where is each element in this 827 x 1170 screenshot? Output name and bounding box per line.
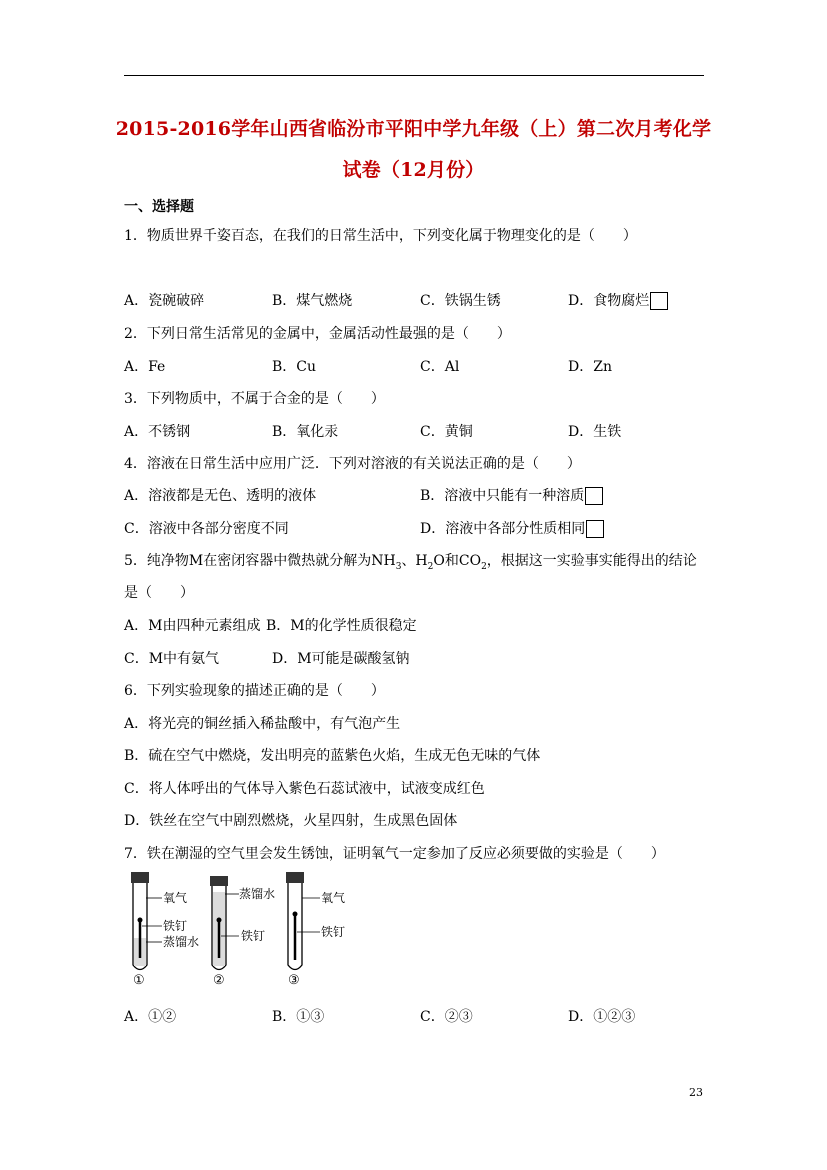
q4-option-b-text: B．溶液中只能有一种溶质 [420,488,585,504]
q4-option-b [420,487,603,505]
q7-stem: 7．铁在潮湿的空气里会发生锈蚀，证明氧气一定参加了反应必须要做的实验是（ ） [124,846,665,862]
tube-number-1: ① [133,973,145,988]
q2-option-c: C．Al [420,359,460,375]
tube-number-2: ② [213,973,225,988]
checkbox-icon [650,292,668,310]
q2-stem: 2．下列日常生活常见的金属中，金属活动性最强的是（ ） [124,326,511,342]
q5-stem: 5．纯净物M在密闭容器中微热就分解为$NH_3$、$H_2O$和$CO_2$，根据这一实验事实能得出的结论 [124,553,697,572]
q7-option-a: A．①② [124,1009,177,1025]
checkbox-icon [586,520,604,538]
checkbox-icon [585,487,603,505]
page-number: 23 [689,1086,703,1099]
stopper-icon [286,872,304,883]
q7-option-b: B．①③ [272,1009,325,1025]
q3-option-c: C．黄铜 [420,424,473,440]
q7-option-d: D．①②③ [568,1009,636,1025]
q4-stem: 4．溶液在日常生活中应用广泛．下列对溶液的有关说法正确的是（ ） [124,456,581,472]
q1-option-d [568,292,668,310]
q1-option-c: C．铁锅生锈 [420,293,501,309]
q2-option-d: D．Zn [568,359,612,375]
q5-option-c: C．M中有氨气 [124,651,220,667]
label-oxygen-3: 氧气 [321,891,346,905]
q1-option-b: B．煤气燃烧 [272,293,353,309]
section-heading: 一、选择题 [124,199,194,215]
header-rule [124,75,704,76]
label-nail-2: 铁钉 [241,929,266,943]
q3-option-a: A．不锈钢 [124,424,191,440]
q7-option-c: C．②③ [420,1009,473,1025]
q4-option-c: C．溶液中各部分密度不同 [124,521,289,537]
q5-option-a: A．M由四种元素组成 [124,618,261,634]
q5-stem-cont: 是（ ） [124,585,194,601]
test-tube-figure [124,870,350,988]
q2-option-b: B．Cu [272,359,317,375]
q4-option-a: A．溶液都是无色、透明的液体 [124,488,317,504]
q3-option-b: B．氧化汞 [272,424,339,440]
q5-option-b: B．M的化学性质很稳定 [266,618,417,634]
stopper-icon [210,876,228,886]
tube-number-3: ③ [288,973,300,988]
label-nail-3: 铁钉 [321,925,346,939]
label-nail-1: 铁钉 [163,919,188,933]
q3-option-d: D．生铁 [568,424,622,440]
q6-option-a: A．将光亮的铜丝插入稀盐酸中，有气泡产生 [124,716,401,732]
q2-option-a: A．Fe [124,359,166,375]
label-water-2: 蒸馏水 [239,887,276,901]
exam-title-line2: 试卷（12月份） [342,159,485,181]
label-oxygen-1: 氧气 [163,891,188,905]
q1-stem: 1．物质世界千姿百态，在我们的日常生活中，下列变化属于物理变化的是（ ） [124,228,637,244]
q6-option-d: D．铁丝在空气中剧烈燃烧，火星四射，生成黑色固体 [124,813,458,829]
stopper-icon [131,872,149,883]
label-water-1: 蒸馏水 [163,935,200,949]
q1-option-d-text: D．食物腐烂 [568,293,650,309]
q6-stem: 6．下列实验现象的描述正确的是（ ） [124,683,385,699]
exam-title-line1: 2015-2016学年山西省临汾市平阳中学九年级（上）第二次月考化学 [115,118,712,140]
q6-option-c: C．将人体呼出的气体导入紫色石蕊试液中，试液变成红色 [124,781,485,797]
q1-option-a: A．瓷碗破碎 [124,293,205,309]
q6-option-b: B．硫在空气中燃烧，发出明亮的蓝紫色火焰，生成无色无味的气体 [124,748,541,764]
q5-option-d: D．M可能是碳酸氢钠 [272,651,410,667]
q3-stem: 3．下列物质中，不属于合金的是（ ） [124,391,385,407]
q4-option-d [420,520,604,538]
q4-option-d-text: D．溶液中各部分性质相同 [420,521,586,537]
